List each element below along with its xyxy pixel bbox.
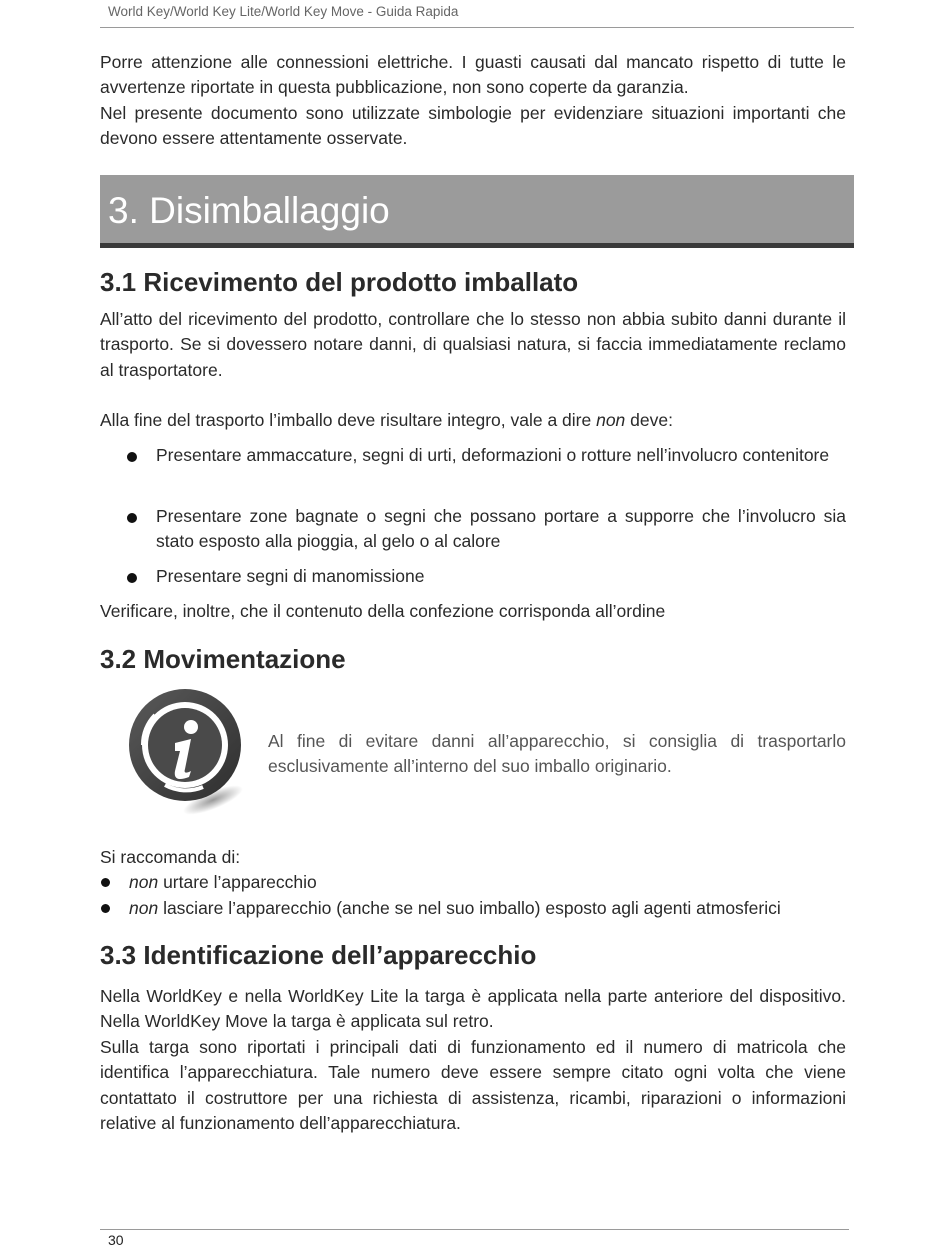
section-3-1-paragraph-2: Alla fine del trasporto l’imballo deve risultare integro, vale a dire non deve:: [100, 410, 673, 430]
section-3-1-paragraph-1: All’atto del ricevimento del prodotto, controllare che lo stesso non abbia subito danni durante il trasporto. Se si dovessero notare danni, di qualsiasi natura, si faccia immediatamente reclamo al trasportatore.: [100, 309, 846, 380]
bullet-dot: [101, 878, 110, 887]
header-title: World Key/World Key Lite/World Key Move - Guida Rapida: [108, 4, 459, 19]
section-3-3-title: 3.3 Identificazione dell’apparecchio: [100, 940, 537, 970]
intro-paragraph-2: Nel presente documento sono utilizzate simbologie per evidenziare situazioni importanti che devono essere attentamente osservate.: [100, 103, 846, 149]
page-header: [100, 0, 854, 28]
info-icon: [125, 683, 250, 818]
bullet-item-3: Presentare segni di manomissione: [156, 566, 425, 586]
recommend-item-1: non urtare l’apparecchio: [129, 872, 317, 892]
bullet-dot: [127, 573, 137, 583]
chapter-title: 3. Disimballaggio: [108, 190, 390, 231]
bullet-dot: [127, 452, 137, 462]
bullet-dot: [101, 904, 110, 913]
section-3-3-paragraph-1: Nella WorldKey e nella WorldKey Lite la targa è applicata nella parte anteriore del dispositivo. Nella WorldKey Move la targa è applicata sul retro.: [100, 986, 846, 1032]
recommend-item-2: non lasciare l’apparecchio (anche se nel suo imballo) esposto agli agenti atmosferici: [129, 898, 781, 918]
section-3-1-title: 3.1 Ricevimento del prodotto imballato: [100, 267, 579, 297]
bullet-item-2: Presentare zone bagnate o segni che possano portare a supporre che l’involucro sia stato esposto alla pioggia, al gelo o al calore: [156, 506, 846, 552]
chapter-heading-band: [100, 175, 854, 248]
intro-paragraph-1: Porre attenzione alle connessioni elettriche. I guasti causati dal mancato rispetto di tutte le avvertenze riportate in questa pubblicazione, non sono coperte da garanzia.: [100, 52, 846, 98]
page-number: 30: [108, 1232, 124, 1248]
section-3-3-paragraph-2: Sulla targa sono riportati i principali dati di funzionamento ed il numero di matricola che identifica l’apparecchiatura. Tale numero deve essere sempre citato ogni volta che viene contattato il costruttore per una richiesta di assistenza, ricambi, riparazioni o informazioni relative al funzionamento dell’apparecchiatura.: [100, 1037, 846, 1133]
section-3-2-title: 3.2 Movimentazione: [100, 644, 346, 674]
bullet-item-1: Presentare ammaccature, segni di urti, deformazioni o rotture nell’involucro contenitore: [156, 445, 830, 465]
info-note-text: Al fine di evitare danni all’apparecchio, si consiglia di trasportarlo esclusivamente all’interno del suo imballo originario.: [268, 731, 846, 777]
recommend-label: Si raccomanda di:: [100, 847, 241, 867]
section-3-1-paragraph-3: Verificare, inoltre, che il contenuto della confezione corrisponda all’ordine: [100, 601, 666, 621]
footer-divider: [100, 1229, 849, 1230]
emphasis-non: non: [596, 410, 626, 430]
bullet-dot: [127, 513, 137, 523]
